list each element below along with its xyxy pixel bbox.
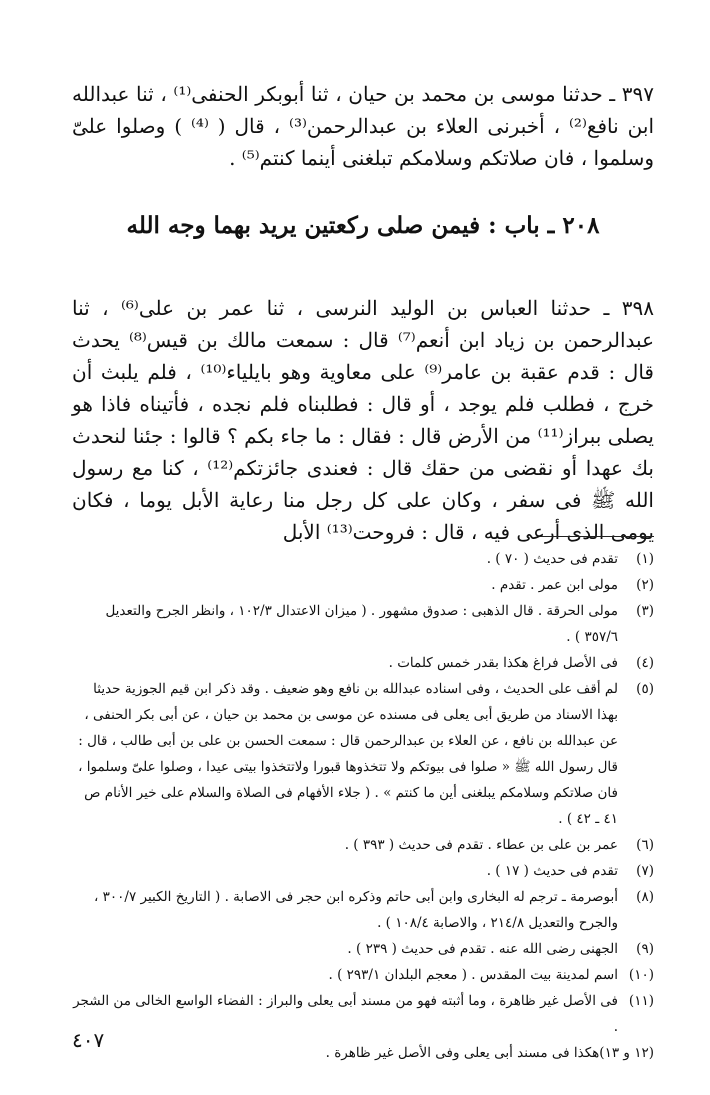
footnote [70,832,654,858]
footnote-text: مولى ابن عمر . تقدم . [491,577,618,593]
footnote-number: (١٢ و ١٣) [599,1045,654,1061]
chapter-heading: ٢٠٨ ـ باب : فيمن صلى ركعتين يريد بهما وجه الله [126,212,600,239]
footnote-text: أبوصرمة ـ ترجم له البخارى وابن أبى حاتم وذكره ابن حجر فى الاصابة . ( التاريخ الكبير ٣٠٠/٧ ، والجرح والتعديل ٢١٤/٨ ، والاصابة ١٠٨/٤ ) . [93,889,618,931]
footnote-number: (٦) [636,837,654,853]
footnote [70,676,654,832]
footnote [70,936,654,962]
footnote-number: (٢) [636,577,654,593]
footnote-text: الجهنى رضى الله عنه . تقدم فى حديث ( ٢٣٩ ) . [347,941,618,957]
footnote-number: (٩) [636,941,654,957]
page-number: ٤٠٧ [72,1028,105,1052]
footnote-number: (٤) [636,655,654,671]
hadith-398: ٣٩٨ ـ حدثنا العباس بن الوليد النرسى ، ثنا عمر بن على⁽⁶⁾ ، ثنا عبدالرحمن بن زياد ابن أنعم⁽⁷⁾ قال : سمعت مالك بن قيس⁽⁸⁾ يحدث قال : قدم عقبة بن عامر⁽⁹⁾ على معاوية وهو بايلياء⁽¹⁰⁾ ، فلم يلبث أن خرج ، فطلب فلم يوجد ، أو قال : فطلبناه فلم نجده ، فأتيناه فاذا هو يصلى ببراز⁽¹¹⁾ من الأرض قال : فقال : ما جاء بكم ؟ قالوا : جئنا لنحدث بك عهدا أو نقضى من حقك قال : فعندى جائزتكم⁽¹²⁾ ، كنا مع رسول الله ﷺ فى سفر ، وكان على كل رجل منا رعاية الأبل يوما ، فكان يومى الذى أرعى فيه ، قال : فروحت⁽¹³⁾ الأبل [72,296,655,544]
footnote-number: (٧) [636,863,654,879]
footnote-number: (٥) [636,681,654,697]
footnote-text: فى الأصل فراغ هكذا بقدر خمس كلمات . [388,655,618,671]
footnote [70,572,654,598]
footnote-text: هكذا فى مسند أبى يعلى وفى الأصل غير ظاهرة . [325,1045,600,1061]
footnote-text: مولى الحرقة . قال الذهبى : صدوق مشهور . ( ميزان الاعتدال ١٠٢/٣ ، وانظر الجرح والتعديل ٣٥٧/٦ ) . [105,603,618,645]
footnote-text: لم أقف على الحديث ، وفى اسناده عبدالله بن نافع وهو ضعيف . وقد ذكر ابن قيم الجوزية حديثا بهذا الاسناد من طريق أبى يعلى فى مسنده عن موسى بن محمد بن حيان ، عن أبى بكر الحنفى ، عن عبدالله بن نافع ، عن العلاء بن عبدالرحمن قال : سمعت الحسن بن على بن أبى طالب ، قال : قال رسول الله ﷺ « صلوا فى بيوتكم ولا تتخذوها قبورا ولاتتخذوا بيتى عيدا ، وصلوا علىّ وسلموا ، فان صلاتكم وسلامكم يبلغنى أين ما كنتم » . ( جلاء الأفهام فى الصلاة والسلام على خير الأنام ص ٤١ ـ ٤٢ ) . [78,681,618,827]
footnote-text: تقدم فى حديث ( ٧٠ ) . [486,551,618,567]
footnote-number: (١٠) [628,967,654,983]
hadith-397: ٣٩٧ ـ حدثنا موسى بن محمد بن حيان ، ثنا أبوبكر الحنفى⁽¹⁾ ، ثنا عبدالله ابن نافع⁽²⁾ ، أخبرنى العلاء بن عبدالرحمن⁽³⁾ ، قال ( ⁽⁴⁾ ) وصلوا علىّ وسلموا ، فان صلاتكم وسلامكم تبلغنى أينما كنتم⁽⁵⁾ . [72,82,654,170]
footnote-number: (١) [636,551,654,567]
footnote [70,884,654,936]
footnote-number: (٨) [636,889,654,905]
footnote [70,650,654,676]
footnote [70,546,654,572]
footnote-text: تقدم فى حديث ( ١٧ ) . [486,863,618,879]
footnote [70,988,654,1040]
footnote [70,858,654,884]
footnote-text: فى الأصل غير ظاهرة ، وما أثبته فهو من مسند أبى يعلى والبراز : الفضاء الواسع الخالى من الشجر . [73,993,618,1035]
footnotes [70,546,654,1066]
footnote [70,598,654,650]
footnote-text: عمر بن على بن عطاء . تقدم فى حديث ( ٣٩٣ ) . [344,837,618,853]
footnote [70,1040,654,1066]
footnote-text: اسم لمدينة بيت المقدس . ( معجم البلدان ٢٩٣/١ ) . [328,967,618,983]
footnote [70,962,654,988]
footnote-number: (١١) [628,993,654,1009]
footnote-number: (٣) [636,603,654,619]
footnote-divider [540,536,654,537]
